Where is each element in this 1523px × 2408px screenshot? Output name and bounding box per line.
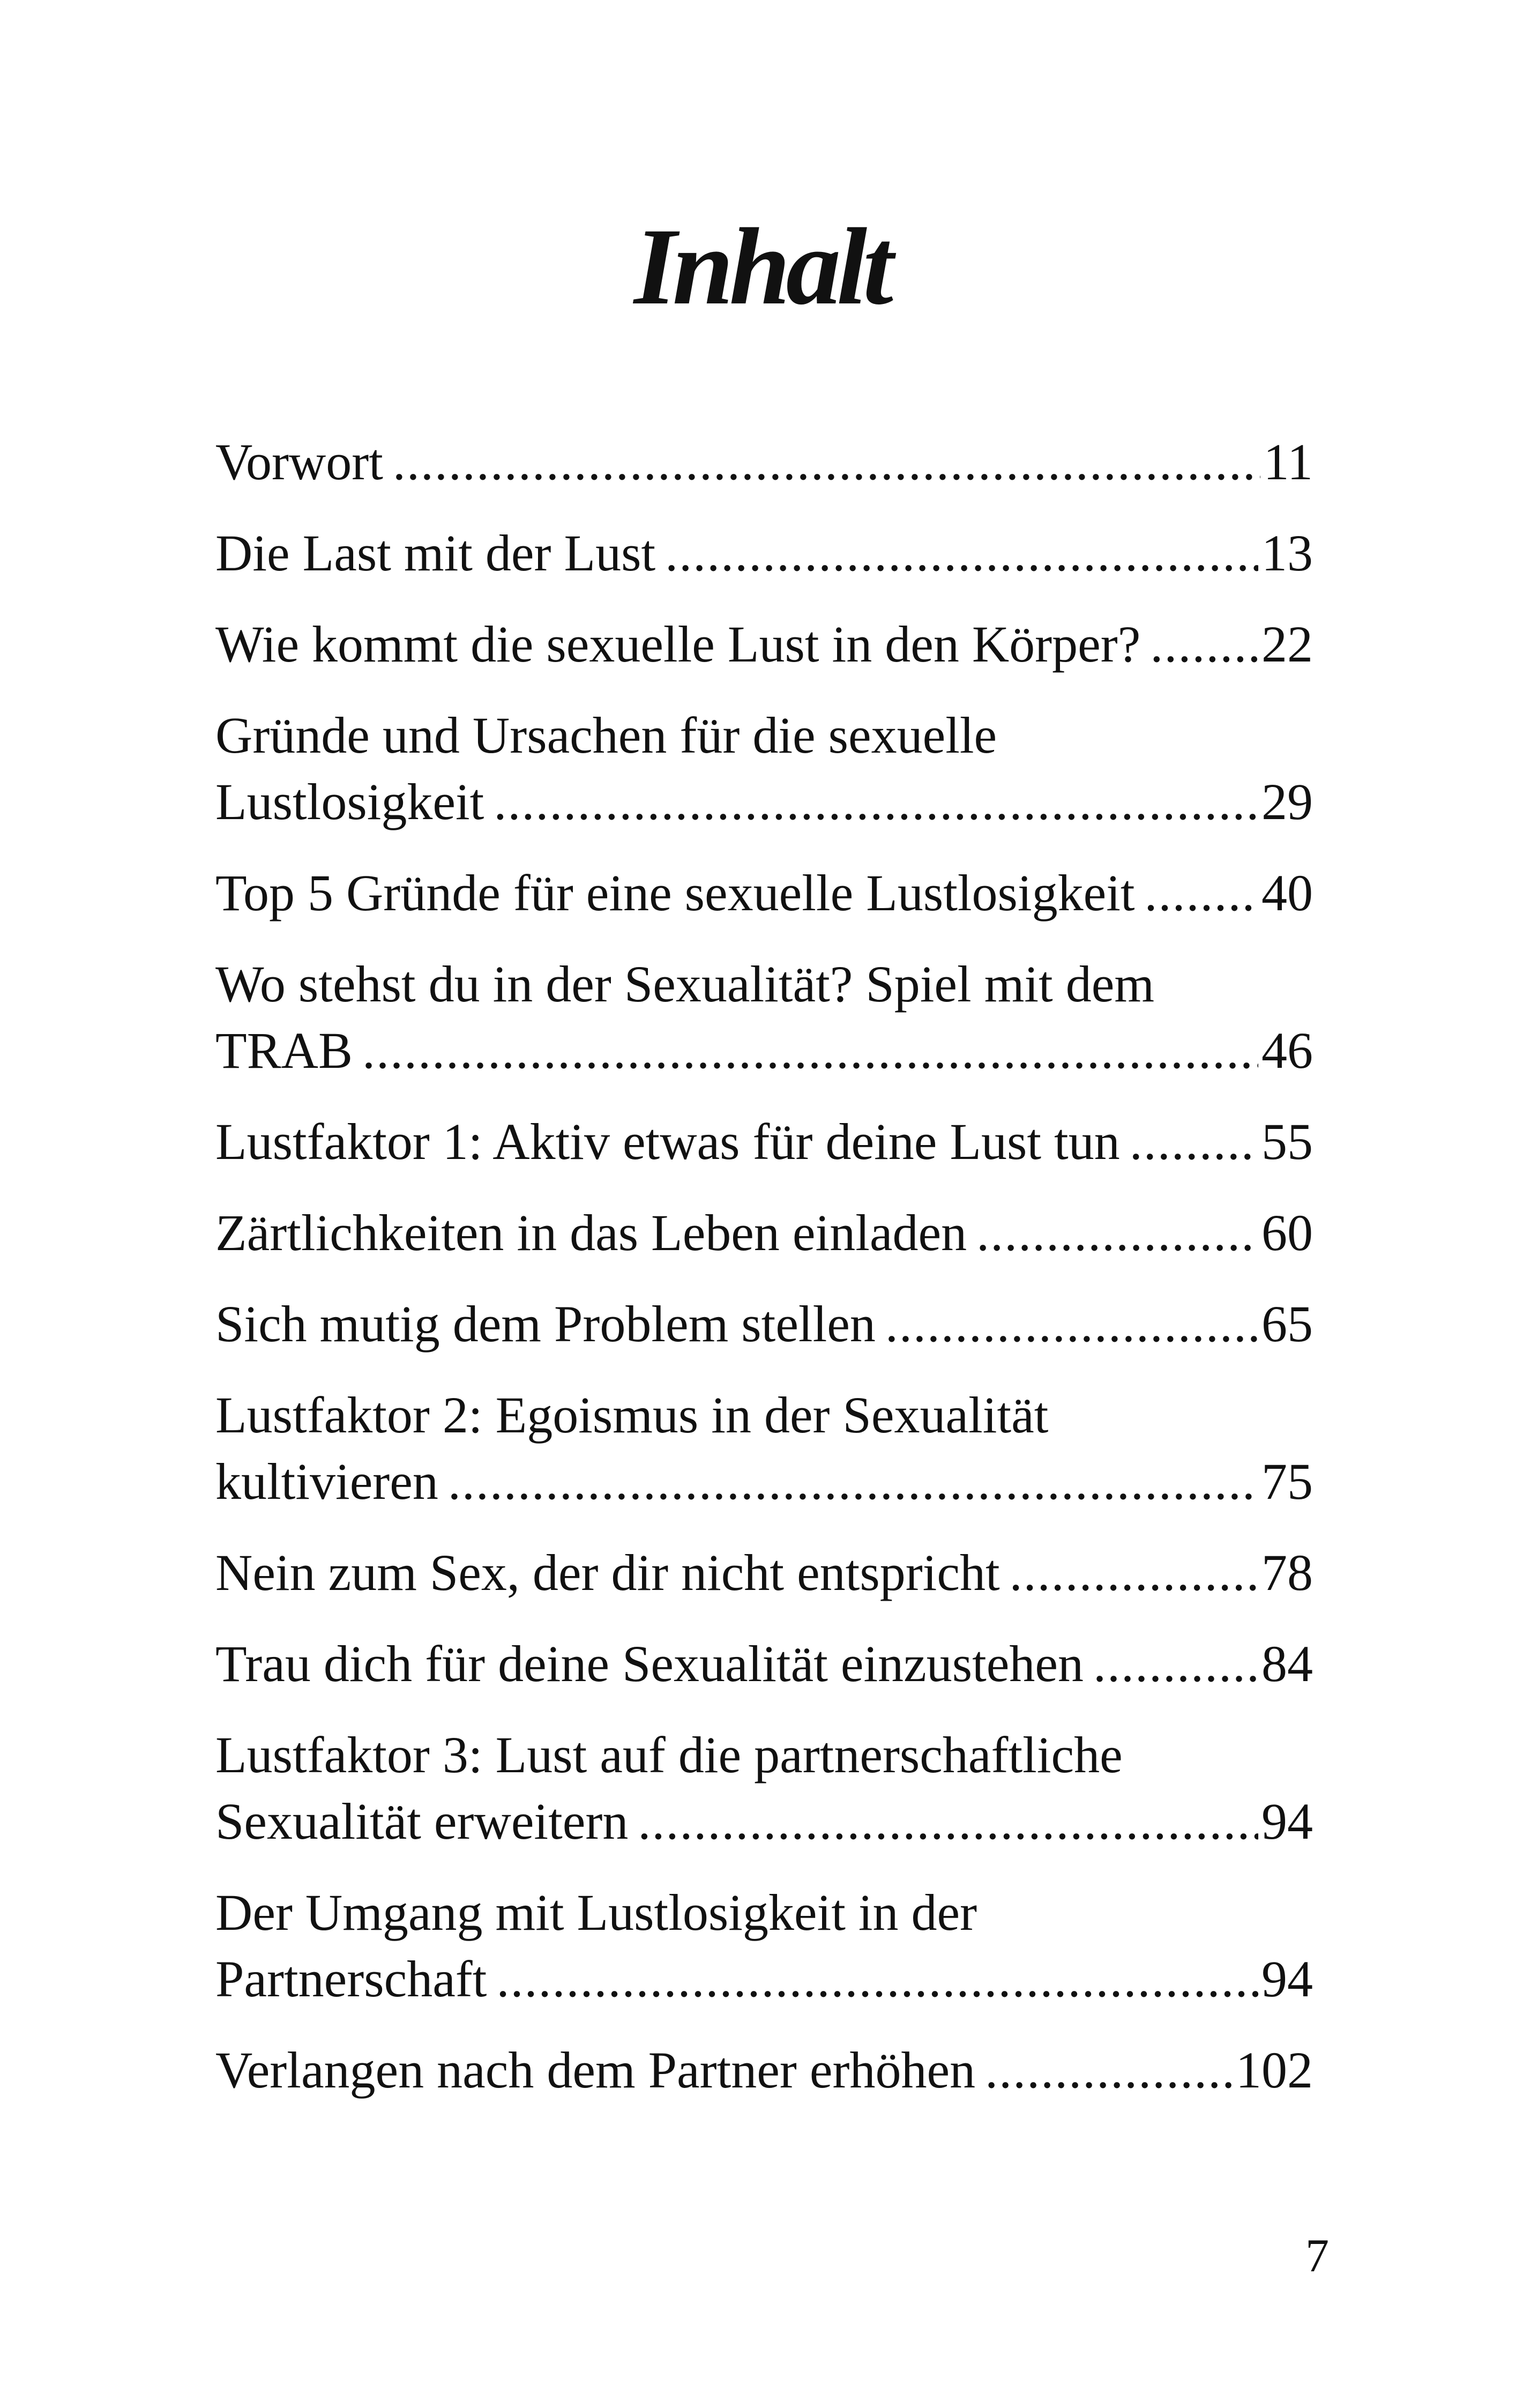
- toc-entry-page-number: 55: [1261, 1113, 1313, 1170]
- toc-entry-row: [215, 1017, 1313, 1084]
- toc-entry-title: Trau dich für deine Sexualität einzustehen: [215, 1635, 1084, 1692]
- dot-leader: [976, 1200, 1258, 1266]
- toc-entry-title: Vorwort: [215, 433, 383, 490]
- toc-entry: [215, 1631, 1313, 1697]
- toc-entry-title: Lustlosigkeit: [215, 773, 484, 830]
- toc-entry-row: [215, 1200, 1313, 1266]
- dot-leader: [1150, 611, 1258, 678]
- dot-leader: [362, 1017, 1258, 1084]
- toc-entry-page-number: 94: [1261, 1950, 1313, 2008]
- dot-leader: [985, 2037, 1233, 2104]
- table-of-contents: [215, 429, 1313, 2128]
- toc-entry-page-number: 65: [1261, 1295, 1313, 1352]
- toc-entry-title: Verlangen nach dem Partner erhöhen: [215, 2041, 976, 2099]
- toc-entry: [215, 1879, 1313, 2012]
- toc-entry-page-number: 60: [1261, 1204, 1313, 1261]
- toc-entry-title: Sich mutig dem Problem stellen: [215, 1295, 876, 1352]
- toc-entry-title-line: Gründe und Ursachen für die sexuelle: [215, 707, 997, 764]
- page-title: Inhalt: [633, 206, 890, 328]
- dot-leader: [1093, 1631, 1258, 1697]
- toc-entry-row: [215, 769, 1313, 835]
- toc-entry-title-line: Lustfaktor 3: Lust auf die partnerschaftliche: [215, 1726, 1123, 1783]
- dot-leader: [496, 1946, 1258, 2012]
- toc-entry-page-number: 102: [1236, 2041, 1313, 2099]
- toc-entry-title: Sexualität erweitern: [215, 1793, 629, 1850]
- toc-entry-page-number: 22: [1261, 615, 1313, 673]
- toc-entry-title: TRAB: [215, 1022, 353, 1079]
- toc-entry: [215, 520, 1313, 586]
- toc-entry-row: [215, 1946, 1313, 2012]
- dot-leader: [494, 769, 1258, 835]
- toc-entry-row: [215, 611, 1313, 678]
- toc-entry-row: [215, 1109, 1313, 1175]
- dot-leader: [638, 1788, 1258, 1855]
- toc-entry-title-line: Lustfaktor 2: Egoismus in der Sexualität: [215, 1386, 1049, 1444]
- toc-entry: [215, 860, 1313, 926]
- toc-entry-title: Zärtlichkeiten in das Leben einladen: [215, 1204, 967, 1261]
- toc-entry: [215, 429, 1313, 495]
- dot-leader: [448, 1448, 1258, 1515]
- toc-entry: [215, 2037, 1313, 2104]
- dot-leader: [1130, 1109, 1258, 1175]
- toc-entry-page-number: 94: [1261, 1793, 1313, 1850]
- toc-entry-page-number: 29: [1261, 773, 1313, 830]
- toc-entry: [215, 1200, 1313, 1266]
- toc-entry-page-number: 40: [1261, 864, 1313, 921]
- toc-entry-title: Top 5 Gründe für eine sexuelle Lustlosigkeit: [215, 864, 1135, 921]
- dot-leader: [393, 429, 1260, 495]
- toc-entry-title-line: Der Umgang mit Lustlosigkeit in der: [215, 1884, 977, 1941]
- toc-entry: [215, 702, 1313, 835]
- toc-entry-page-number: 84: [1261, 1635, 1313, 1692]
- dot-leader: [1145, 860, 1258, 926]
- dot-leader: [665, 520, 1258, 586]
- dot-leader: [1010, 1540, 1258, 1606]
- page-number: 7: [1305, 2230, 1329, 2282]
- toc-entry-title: kultivieren: [215, 1453, 438, 1510]
- toc-entry-title: Nein zum Sex, der dir nicht entspricht: [215, 1544, 1000, 1601]
- toc-entry-title: Die Last mit der Lust: [215, 524, 656, 582]
- toc-entry: [215, 951, 1313, 1084]
- toc-entry-title: Partnerschaft: [215, 1950, 487, 2008]
- toc-entry: [215, 1291, 1313, 1357]
- toc-entry-row: [215, 1448, 1313, 1515]
- toc-entry-row: [215, 2037, 1313, 2104]
- toc-entry-page-number: 46: [1261, 1022, 1313, 1079]
- toc-entry-page-number: 11: [1263, 433, 1313, 490]
- toc-entry-row: [215, 1631, 1313, 1697]
- toc-entry-title: Lustfaktor 1: Aktiv etwas für deine Lust tun: [215, 1113, 1120, 1170]
- toc-entry: [215, 1722, 1313, 1855]
- toc-entry-row: [215, 1788, 1313, 1855]
- toc-entry-title: Wie kommt die sexuelle Lust in den Körper?: [215, 615, 1141, 673]
- toc-entry-page-number: 78: [1261, 1544, 1313, 1601]
- dot-leader: [885, 1291, 1258, 1357]
- toc-entry-row: [215, 860, 1313, 926]
- toc-entry-row: [215, 520, 1313, 586]
- toc-entry-page-number: 75: [1261, 1453, 1313, 1510]
- toc-entry-row: [215, 1291, 1313, 1357]
- toc-entry-row: [215, 429, 1313, 495]
- toc-entry: [215, 1109, 1313, 1175]
- toc-entry: [215, 611, 1313, 678]
- toc-entry-page-number: 13: [1261, 524, 1313, 582]
- toc-entry: [215, 1382, 1313, 1515]
- toc-entry-row: [215, 1540, 1313, 1606]
- toc-entry: [215, 1540, 1313, 1606]
- toc-entry-title-line: Wo stehst du in der Sexualität? Spiel mit dem: [215, 955, 1154, 1013]
